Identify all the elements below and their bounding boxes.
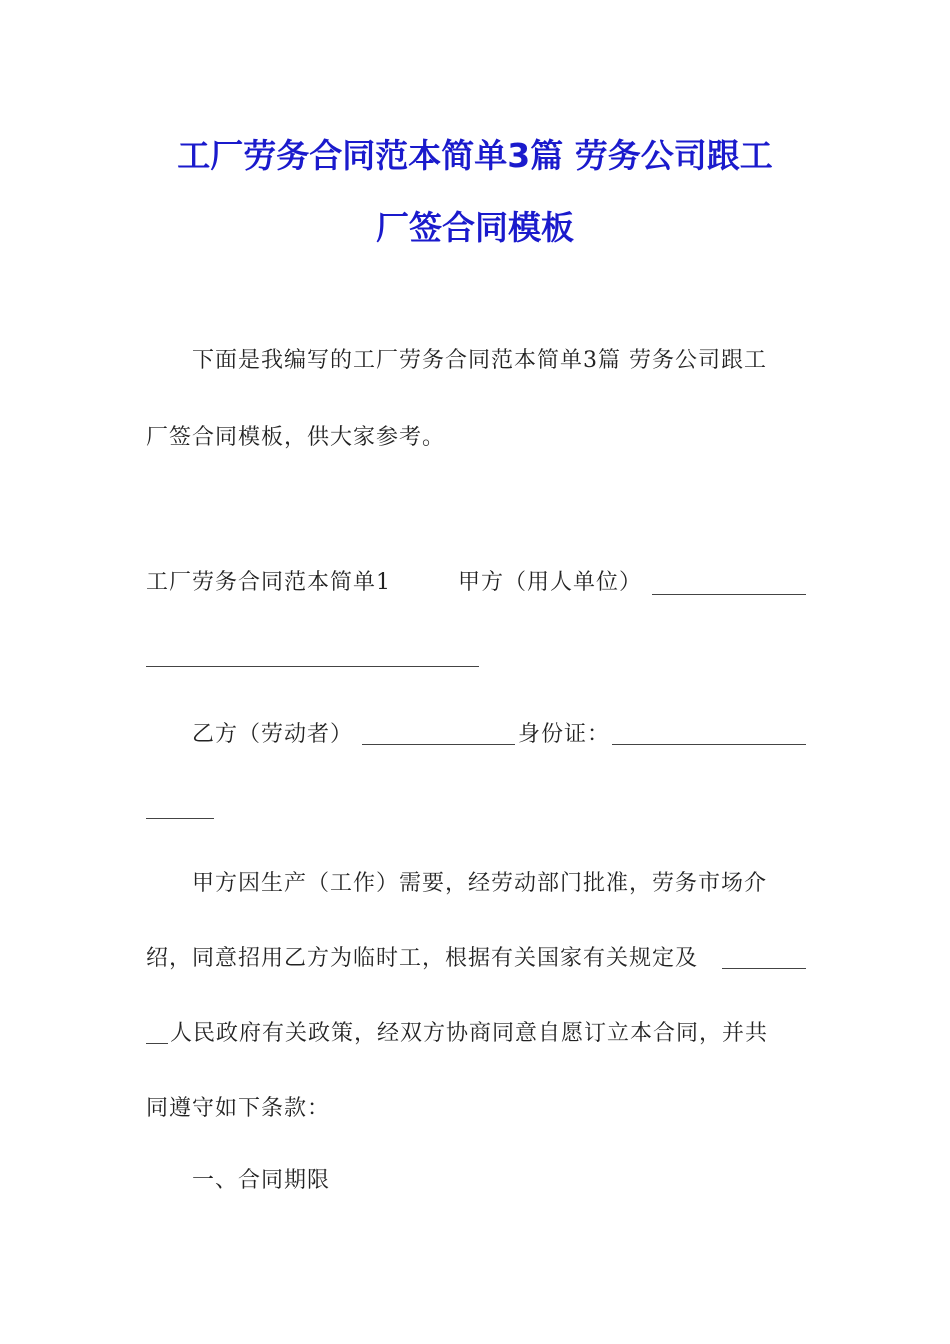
paragraph-line-4: 同遵守如下条款：: [146, 1096, 331, 1121]
paragraph-line-3: 人民政府有关政策，经双方协商同意自愿订立本合同，并共: [170, 1021, 769, 1046]
party-a-label: 甲方（用人单位）: [458, 570, 643, 595]
document-title-line-2: 厂签合同模板: [376, 208, 574, 247]
id-label: 身份证：: [518, 722, 611, 747]
paragraph-line-1: 甲方因生产（工作）需要，经劳动部门批准，劳务市场介: [192, 871, 768, 896]
intro-line-2: 厂签合同模板，供大家参考。: [146, 425, 446, 450]
party-b-label: 乙方（劳动者）: [192, 722, 354, 747]
party-b-blank: [362, 744, 515, 745]
section-1-heading: 工厂劳务合同范本简单1: [146, 570, 391, 595]
intro-line-1: 下面是我编写的工厂劳务合同范本简单3篇 劳务公司跟工: [192, 348, 767, 373]
party-a-blank-continued: [146, 666, 479, 667]
paragraph-line-2: 绍，同意招用乙方为临时工，根据有关国家有关规定及: [146, 946, 699, 971]
clause-1-heading: 一、合同期限: [192, 1168, 331, 1193]
government-blank: [722, 968, 806, 969]
document-title-line-1: 工厂劳务合同范本简单3篇 劳务公司跟工: [177, 136, 773, 175]
id-number-blank-continued: [146, 818, 214, 819]
party-a-blank: [652, 594, 806, 595]
government-blank-continued: [146, 1043, 168, 1044]
id-number-blank: [612, 744, 806, 745]
